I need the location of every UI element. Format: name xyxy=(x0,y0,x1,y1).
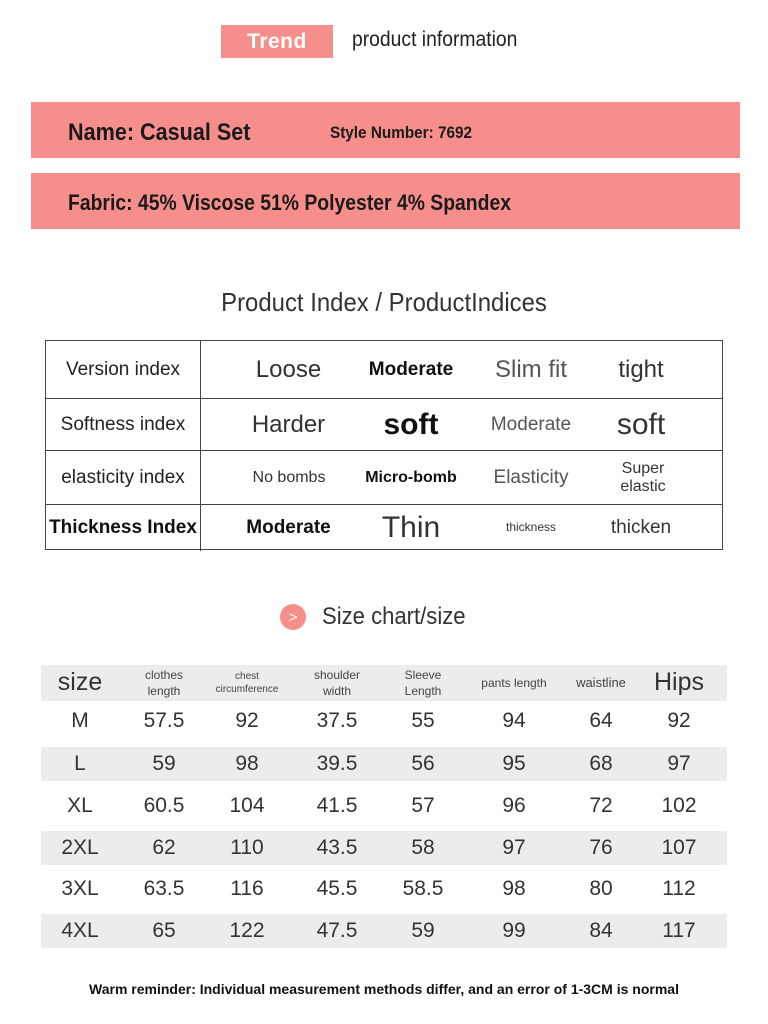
table-cell: 65 xyxy=(152,919,176,942)
header-cell: pants length xyxy=(481,675,547,690)
table-cell: 43.5 xyxy=(316,836,358,859)
table-cell: 63.5 xyxy=(143,877,185,900)
table-cell: 112 xyxy=(662,877,696,900)
table-cell: 47.5 xyxy=(316,919,358,942)
table-cell: 68 xyxy=(589,752,613,775)
index-option: Harder xyxy=(251,411,326,439)
index-option: Moderate xyxy=(246,517,331,539)
table-cell: 96 xyxy=(502,794,526,817)
index-option: No bombs xyxy=(252,468,326,486)
size-header-row xyxy=(41,665,727,701)
trend-badge: Trend xyxy=(221,25,333,58)
table-row xyxy=(41,704,727,738)
table-cell: 84 xyxy=(589,919,613,942)
table-cell: 2XL xyxy=(61,836,99,859)
warm-reminder: Warm reminder: Individual measurement methods differ, and an error of 1-3CM is normal xyxy=(89,981,679,997)
table-cell: L xyxy=(74,752,86,775)
index-option: Super elastic xyxy=(620,459,666,495)
index-option: Loose xyxy=(255,355,322,383)
header-cell: waistline xyxy=(576,675,626,691)
table-cell: 64 xyxy=(589,709,613,732)
header-title: product information xyxy=(352,28,518,51)
product-index-table xyxy=(45,340,723,550)
index-option: Moderate xyxy=(368,358,454,380)
index-title: Product Index / ProductIndices xyxy=(221,287,547,317)
table-cell: 116 xyxy=(230,877,264,900)
table-cell: 102 xyxy=(661,794,697,817)
header-cell: shoulder width xyxy=(313,667,361,698)
table-cell: 107 xyxy=(661,836,697,859)
table-cell: 80 xyxy=(589,877,613,900)
index-option: Elasticity xyxy=(493,467,569,489)
size-chart-title: Size chart/size xyxy=(322,603,466,630)
index-option: tight xyxy=(618,355,664,383)
index-row-label: Version index xyxy=(46,341,201,398)
table-cell: 98 xyxy=(502,877,526,900)
index-option: soft xyxy=(616,407,666,441)
index-option: Thin xyxy=(381,510,441,544)
product-name: Name: Casual Set xyxy=(68,119,251,146)
table-cell: 55 xyxy=(411,709,435,732)
table-cell: 97 xyxy=(502,836,526,859)
table-cell: 58.5 xyxy=(402,877,444,900)
table-cell: 76 xyxy=(589,836,613,859)
table-row xyxy=(41,831,727,865)
fabric-info: Fabric: 45% Viscose 51% Polyester 4% Spandex xyxy=(68,190,511,215)
table-cell: 41.5 xyxy=(316,794,358,817)
table-cell: 45.5 xyxy=(316,877,358,900)
table-cell: 59 xyxy=(152,752,176,775)
table-cell: XL xyxy=(67,794,93,817)
table-cell: 104 xyxy=(229,794,265,817)
index-row-label: Softness index xyxy=(46,399,201,451)
header-cell: Sleeve Length xyxy=(404,667,442,698)
header-cell: clothes length xyxy=(144,667,184,698)
table-row xyxy=(41,747,727,781)
table-cell: 92 xyxy=(235,709,259,732)
table-cell: 58 xyxy=(411,836,435,859)
table-cell: 92 xyxy=(667,709,691,732)
index-option: Micro-bomb xyxy=(365,468,457,486)
header-cell: size xyxy=(57,668,103,697)
table-row xyxy=(41,914,727,948)
index-row xyxy=(46,504,722,551)
table-cell: 57 xyxy=(411,794,435,817)
index-row xyxy=(46,398,722,451)
table-cell: M xyxy=(71,709,89,732)
index-option: soft xyxy=(383,407,439,441)
index-row xyxy=(46,450,722,505)
index-row-label: Thickness Index xyxy=(46,505,201,551)
style-number: Style Number: 7692 xyxy=(330,123,473,142)
table-cell: 37.5 xyxy=(316,709,358,732)
table-cell: 60.5 xyxy=(143,794,185,817)
table-cell: 39.5 xyxy=(316,752,358,775)
index-option: Slim fit xyxy=(495,355,567,383)
table-cell: 122 xyxy=(229,919,265,942)
table-row xyxy=(41,872,727,906)
table-cell: 98 xyxy=(235,752,259,775)
header-cell: Hips xyxy=(653,668,704,697)
table-cell: 95 xyxy=(502,752,526,775)
table-cell: 117 xyxy=(662,919,696,942)
index-option: thicken xyxy=(610,517,672,539)
chevron-right-icon: > xyxy=(280,604,306,630)
table-cell: 62 xyxy=(152,836,176,859)
index-row-label: elasticity index xyxy=(46,451,201,505)
index-option: Moderate xyxy=(490,414,572,436)
index-row xyxy=(46,341,722,398)
header-cell: chest circumference xyxy=(215,670,279,695)
table-cell: 4XL xyxy=(61,919,99,942)
table-cell: 3XL xyxy=(61,877,99,900)
table-cell: 110 xyxy=(230,836,264,859)
table-cell: 99 xyxy=(502,919,526,942)
table-cell: 59 xyxy=(411,919,435,942)
table-cell: 94 xyxy=(502,709,526,732)
table-cell: 72 xyxy=(589,794,613,817)
table-cell: 97 xyxy=(667,752,691,775)
table-cell: 57.5 xyxy=(143,709,185,732)
index-option: thickness xyxy=(505,520,557,535)
table-cell: 56 xyxy=(411,752,435,775)
table-row xyxy=(41,789,727,823)
